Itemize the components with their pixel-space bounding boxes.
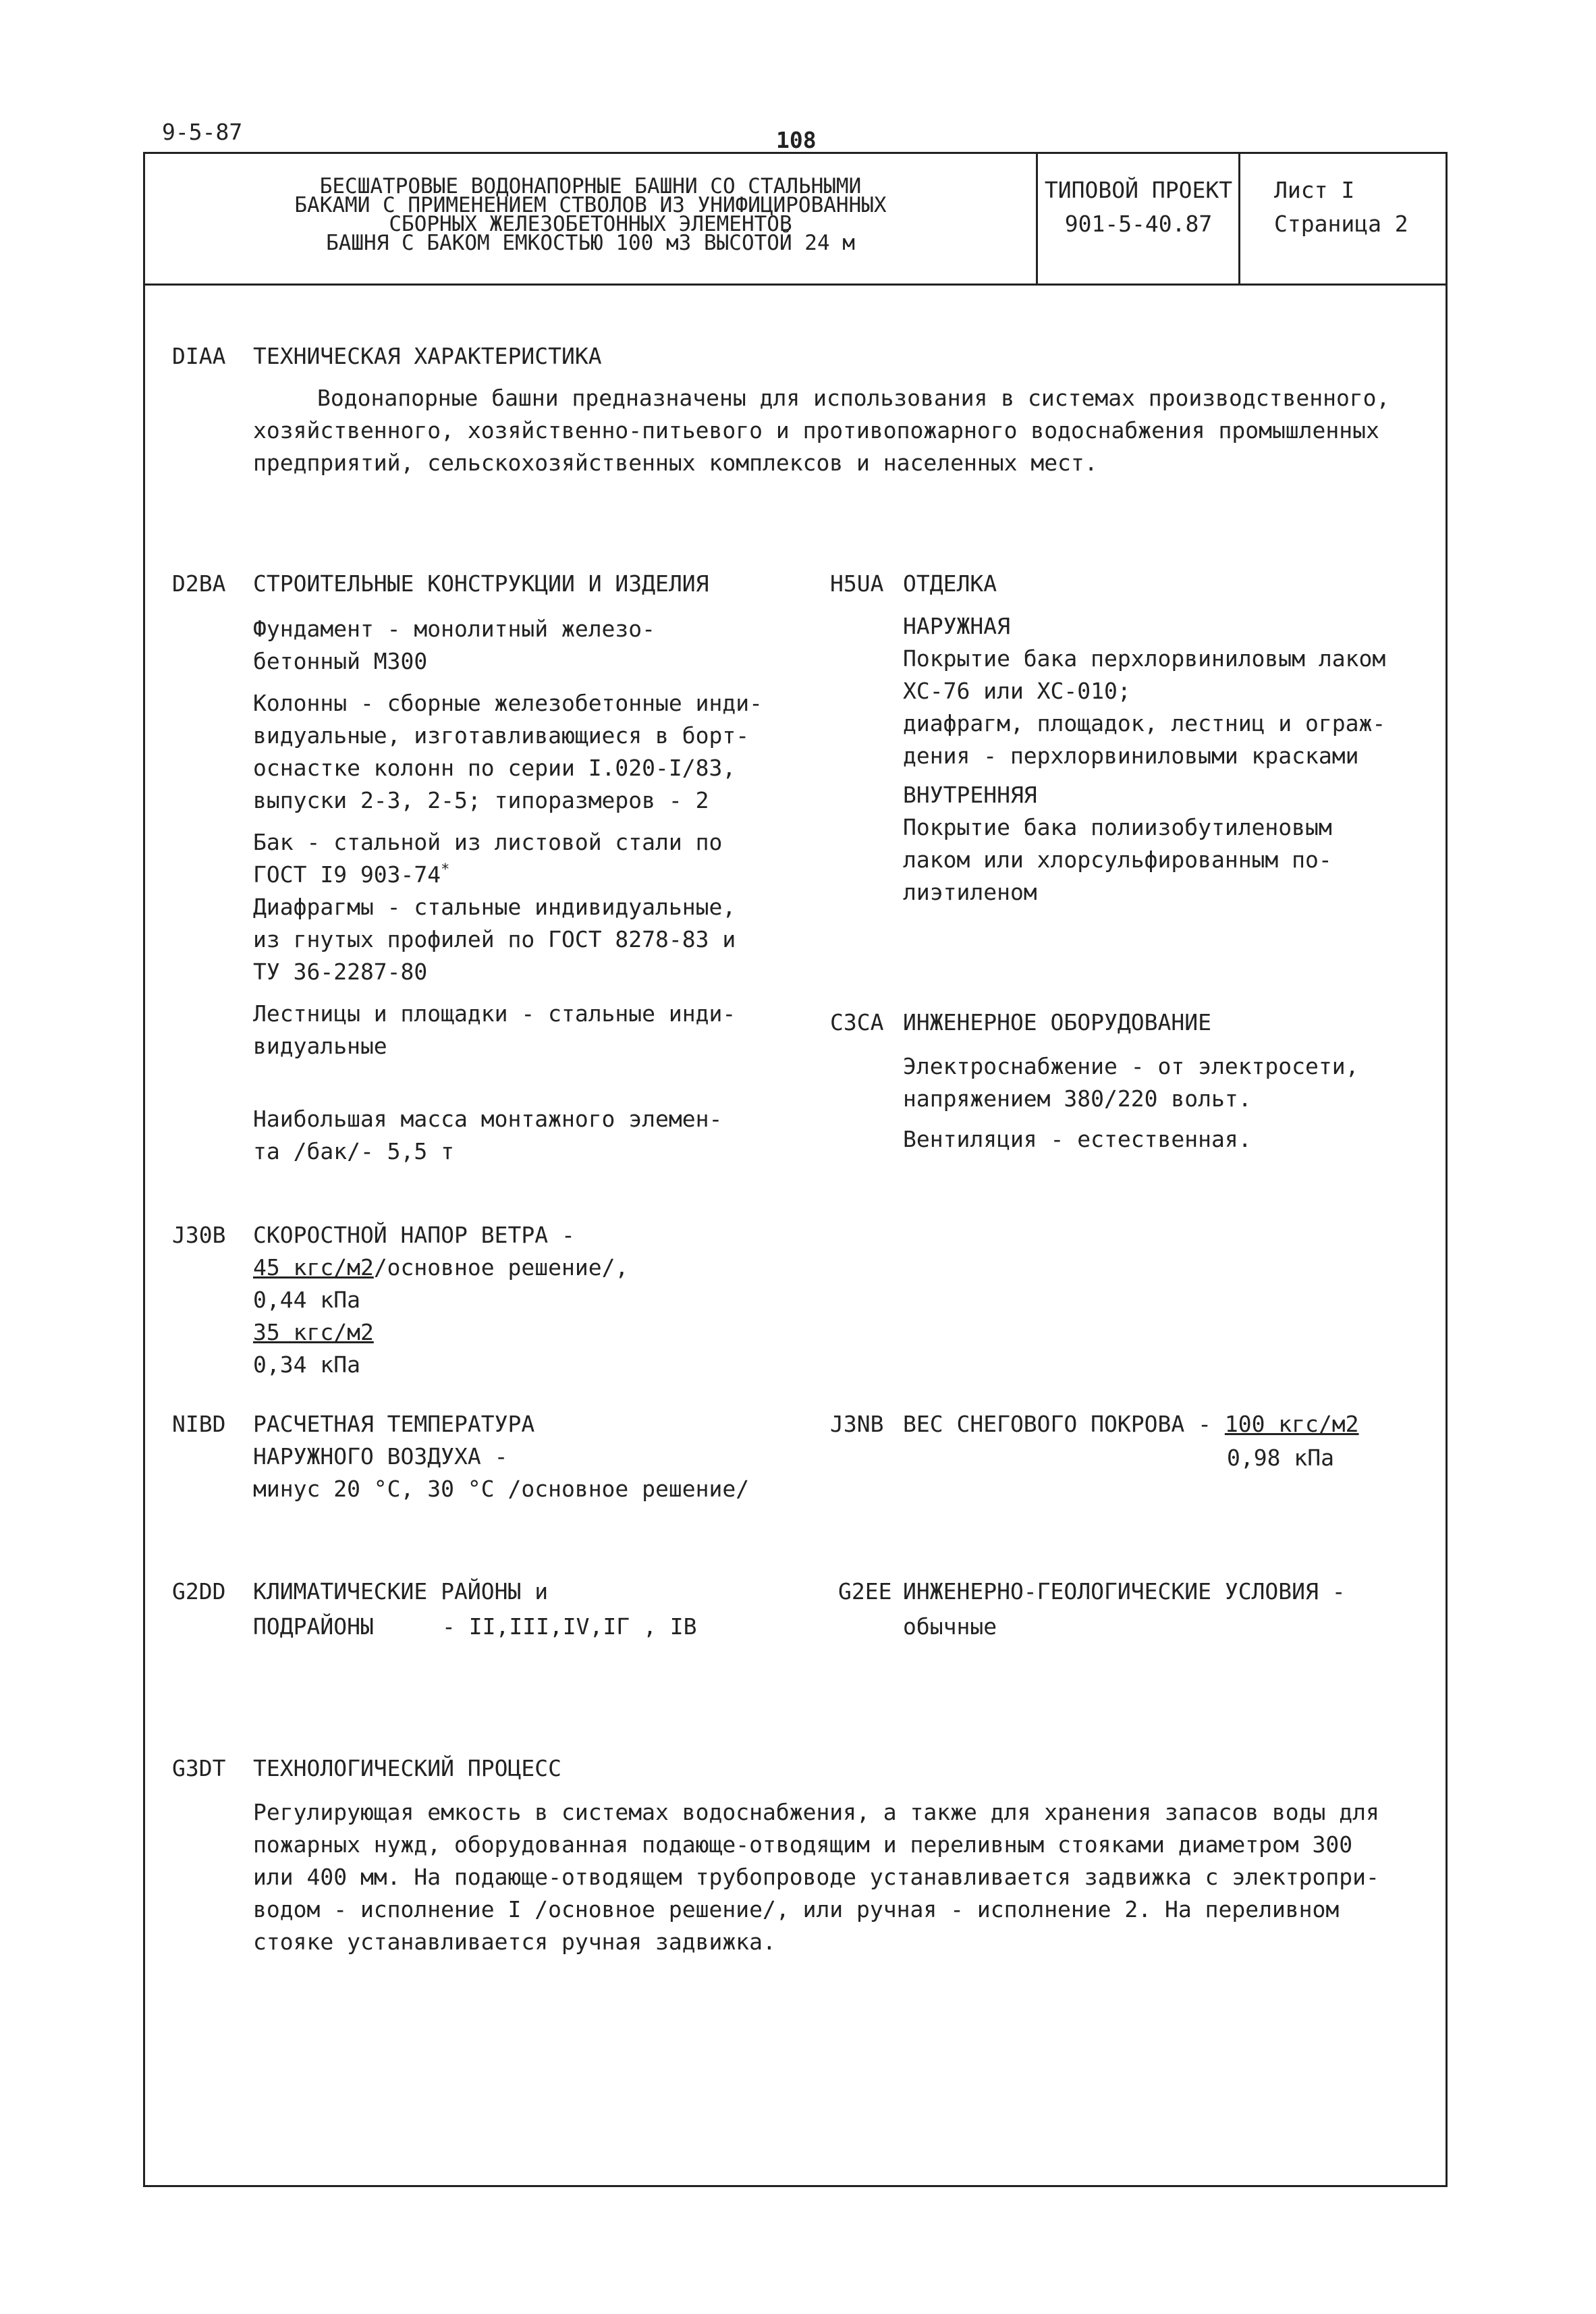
process-line: или 400 мм. На подающе-отводящем трубопроводе устанавливается задвижка с электропри- xyxy=(253,1864,1379,1890)
finish-inner-line: Покрытие бака полиизобутиленовым xyxy=(903,814,1332,840)
project-number: 901-5-40.87 xyxy=(1064,211,1213,237)
process-line: стояке устанавливается ручная задвижка. xyxy=(253,1929,776,1955)
header-title-line: БАКАМИ С ПРИМЕНЕНИЕМ СТВОЛОВ ИЗ УНИФИЦИРОВАННЫХ xyxy=(294,193,887,217)
header-title xyxy=(148,174,1033,255)
project-label: ТИПОВОЙ ПРОЕКТ xyxy=(1044,177,1233,203)
climate-title: КЛИМАТИЧЕСКИЕ РАЙОНЫ и xyxy=(253,1578,549,1605)
finish-inner-label: ВНУТРЕННЯЯ xyxy=(903,782,1037,808)
tank-standard xyxy=(253,861,449,888)
mass-line: Наибольшая масса монтажного элемен- xyxy=(253,1106,723,1132)
stairs-line: Лестницы и площадки - стальные инди- xyxy=(253,1000,736,1027)
sheet-number: Лист I xyxy=(1274,177,1355,203)
diaphragm-line: ТУ 36-2287-80 xyxy=(253,959,428,985)
snow-kpa: 0,98 кПа xyxy=(1227,1445,1334,1471)
wind-value-main xyxy=(253,1254,628,1281)
section-title: ИНЖЕНЕРНО-ГЕОЛОГИЧЕСКИЕ УСЛОВИЯ - xyxy=(903,1578,1346,1605)
section-title: СТРОИТЕЛЬНЫЕ КОНСТРУКЦИИ И ИЗДЕЛИЯ xyxy=(253,570,709,597)
columns-line: оснастке колонн по серии I.020-I/83, xyxy=(253,755,736,781)
equipment-vent: Вентиляция - естественная. xyxy=(903,1126,1252,1152)
wind-value-2-kpa: 0,34 кПа xyxy=(253,1351,360,1378)
tank-standard-mark: * xyxy=(441,861,450,878)
finish-outer-line: диафрагм, площадок, лестниц и ограж- xyxy=(903,710,1386,736)
header-title-line: БАШНЯ С БАКОМ ЕМКОСТЬЮ 100 м3 ВЫСОТОЙ 24 м xyxy=(326,231,855,255)
tech-text-line: Водонапорные башни предназначены для использования в системах производственного, xyxy=(317,385,1390,411)
finish-inner-line: лиэтиленом xyxy=(903,879,1037,905)
finish-outer-line: Покрытие бака перхлорвиниловым лаком xyxy=(903,645,1386,672)
section-title: ТЕХНОЛОГИЧЕСКИЙ ПРОЦЕСС xyxy=(253,1755,561,1781)
header-divider xyxy=(143,284,1448,286)
section-code: G2EE xyxy=(838,1578,892,1605)
section-code: G2DD xyxy=(172,1578,226,1605)
mass-line: та /бак/- 5,5 т xyxy=(253,1138,455,1164)
columns-line: видуальные, изготавливающиеся в борт- xyxy=(253,722,750,749)
finish-outer-line: дения - перхлорвиниловыми красками xyxy=(903,743,1359,769)
section-code: J3NB xyxy=(830,1411,884,1437)
snow-line xyxy=(903,1411,1359,1438)
tech-text-line: предприятий, сельскохозяйственных комплексов и населенных мест. xyxy=(253,450,1098,476)
snow-value: 100 кгс/м2 xyxy=(1224,1411,1359,1437)
section-title: ИНЖЕНЕРНОЕ ОБОРУДОВАНИЕ xyxy=(903,1009,1211,1035)
climate-subtitle: ПОДРАЙОНЫ xyxy=(253,1613,374,1640)
temp-value: минус 20 °С, 30 °С /основное решение/ xyxy=(253,1476,750,1502)
diaphragm-line: Диафрагмы - стальные индивидуальные, xyxy=(253,894,736,920)
finish-outer-label: НАРУЖНАЯ xyxy=(903,613,1010,639)
section-title: ТЕХНИЧЕСКАЯ ХАРАКТЕРИСТИКА xyxy=(253,343,602,369)
tank-line: Бак - стальной из листовой стали по xyxy=(253,829,723,855)
header-title-line: СБОРНЫХ ЖЕЛЕЗОБЕТОННЫХ ЭЛЕМЕНТОВ xyxy=(389,212,792,236)
columns-line: Колонны - сборные железобетонные инди- xyxy=(253,690,763,716)
section-code: J30B xyxy=(172,1222,226,1248)
page-number: 108 xyxy=(776,127,817,153)
process-line: Регулирующая емкость в системах водоснабжения, а также для хранения запасов воды для xyxy=(253,1799,1379,1825)
climate-value: - II,III,IV,IГ , IВ xyxy=(442,1613,697,1640)
section-code: C3CA xyxy=(830,1009,884,1035)
header-title-line: БЕСШАТРОВЫЕ ВОДОНАПОРНЫЕ БАШНИ СО СТАЛЬНЫМИ xyxy=(319,174,862,198)
section-code: NIBD xyxy=(172,1411,226,1437)
tank-standard-text: ГОСТ I9 903-74 xyxy=(253,861,441,888)
foundation-line: бетонный М300 xyxy=(253,648,428,674)
temp-title-line: НАРУЖНОГО ВОЗДУХА - xyxy=(253,1443,508,1470)
snow-title: ВЕС СНЕГОВОГО ПОКРОВА - xyxy=(903,1411,1211,1437)
temp-title-line: РАСЧЕТНАЯ ТЕМПЕРАТУРА xyxy=(253,1411,535,1437)
section-code: H5UA xyxy=(830,570,884,597)
series-code: 9-5-87 xyxy=(162,119,243,145)
columns-line: выпуски 2-3, 2-5; типоразмеров - 2 xyxy=(253,787,709,813)
process-line: водом - исполнение I /основное решение/, или ручная - исполнение 2. На переливном xyxy=(253,1896,1340,1922)
wind-value-1-kpa: 0,44 кПа xyxy=(253,1287,360,1313)
equipment-power-line: напряжением 380/220 вольт. xyxy=(903,1085,1252,1112)
foundation-line: Фундамент - монолитный железо- xyxy=(253,616,656,642)
section-title: ОТДЕЛКА xyxy=(903,570,997,597)
finish-outer-line: ХС-76 или ХС-010; xyxy=(903,678,1131,704)
page-label: Страница 2 xyxy=(1274,211,1408,237)
header-col-divider-2 xyxy=(1238,152,1240,284)
tech-text-line: хозяйственного, хозяйственно-питьевого и противопожарного водоснабжения промышленных xyxy=(253,417,1379,443)
finish-inner-line: лаком или хлорсульфированным по- xyxy=(903,846,1332,873)
wind-note: /основное решение/, xyxy=(373,1254,629,1281)
section-code: G3DT xyxy=(172,1755,226,1781)
stairs-line: видуальные xyxy=(253,1033,387,1059)
process-line: пожарных нужд, оборудованная подающе-отводящим и переливным стояками диаметром 300 xyxy=(253,1831,1353,1858)
section-code: DIAA xyxy=(172,343,226,369)
section-code: D2BA xyxy=(172,570,226,597)
wind-value-2: 35 кгс/м2 xyxy=(253,1319,374,1345)
equipment-power-line: Электроснабжение - от электросети, xyxy=(903,1053,1359,1079)
diaphragm-line: из гнутых профилей по ГОСТ 8278-83 и xyxy=(253,926,736,952)
section-title: СКОРОСТНОЙ НАПОР ВЕТРА - xyxy=(253,1222,575,1248)
wind-value-1: 45 кгс/м2 xyxy=(253,1254,374,1281)
header-col-divider-1 xyxy=(1036,152,1038,284)
geo-value: обычные xyxy=(903,1613,997,1640)
